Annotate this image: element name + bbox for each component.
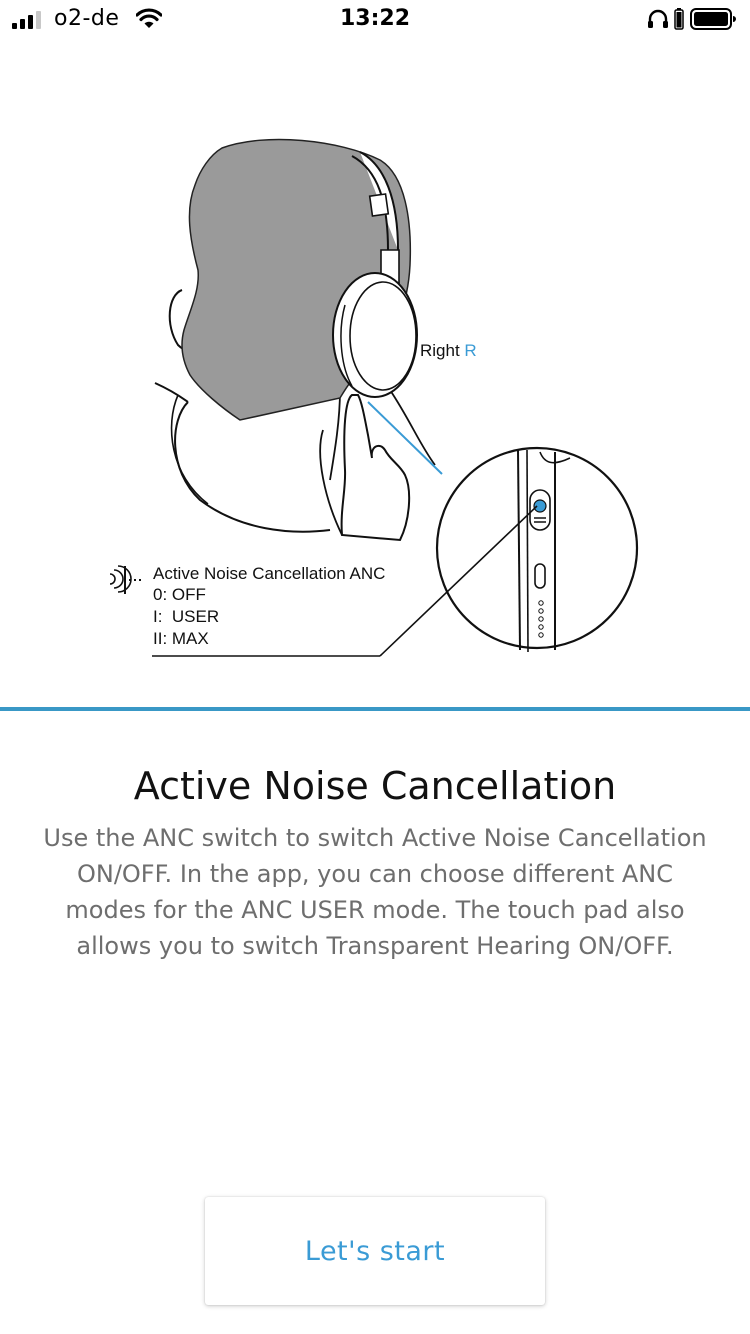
anc-icon [110,566,141,594]
headphones-illustration [0,90,750,700]
anc-mode-off: 0: OFF [153,585,206,604]
status-time: 13:22 [339,6,411,31]
side-label [420,340,477,361]
page-description: Use the ANC switch to switch Active Noise Cancellation ON/OFF. In the app, you can choose different ANC modes for the ANC USER mode. The touch pad also allows you to switch Transparent Hearing ON/OFF. [43,824,707,960]
status-bar [0,0,750,40]
side-label-text: Right [420,341,460,360]
headphones-icon [647,9,669,29]
battery-icon [690,8,736,30]
anc-label: Active Noise Cancellation ANC [153,564,386,583]
anc-mode-user: I: USER [153,607,220,626]
lets-start-button[interactable]: Let's start [205,1197,545,1305]
headphone-battery-icon [674,8,684,30]
carrier-name: o2-de [54,6,120,31]
section-divider [0,707,750,711]
person-with-headphones-drawing [0,90,750,700]
page-title: Active Noise Cancellation [133,764,617,808]
side-letter: R [464,341,477,360]
anc-mode-max: II: MAX [153,629,209,648]
